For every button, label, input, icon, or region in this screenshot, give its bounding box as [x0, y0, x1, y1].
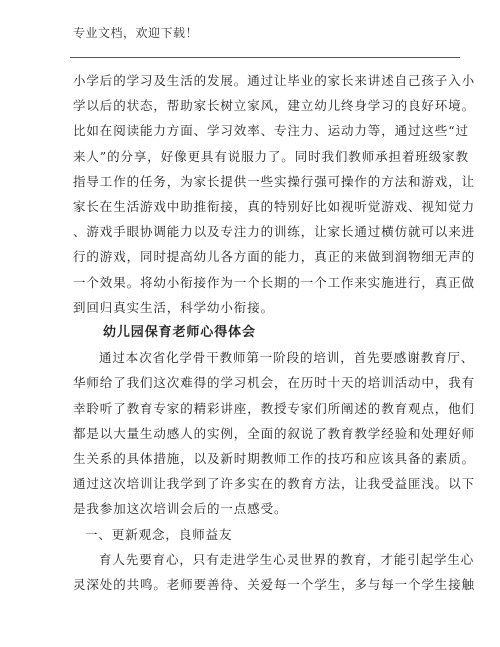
- text-line: 通过这次培训让我学到了许多实在的教育方法，让我受益匪浅。以下: [73, 476, 476, 492]
- paragraph-2: [73, 345, 476, 521]
- document-body: [73, 68, 476, 597]
- text-line: 是我参加这次培训会后的一点感受。: [73, 501, 288, 517]
- text-line: 小学后的学习及生活的发展。通过让毕业的家长来讲述自己孩子入小: [73, 73, 476, 88]
- text-line: 都是以大量生动感人的实例，全面的叙说了教育教学经验和处理好师: [73, 425, 476, 441]
- text-line: 比如在阅读能力方面、学习效率、专注力、运动力等，通过这些“过: [73, 123, 469, 139]
- subheading: [73, 522, 449, 547]
- section-title: [73, 320, 449, 345]
- text-line: 育人先要育心，只有走进学生心灵世界的教育，才能引起学生心: [99, 551, 475, 567]
- text-line: 灵深处的共鸣。老师要善待、关爱每一个学生，多与每一个学生接触: [73, 577, 476, 593]
- text-line: 学以后的状态，帮助家长树立家风，建立幼儿终身学习的良好环境。: [73, 98, 476, 114]
- paragraph-3: [73, 547, 476, 597]
- text-line: 行的游戏，同时提高幼儿各方面的能力，真正的来做到润物细无声的: [73, 249, 476, 265]
- text-line: 一个效果。将幼小衔接作为一个长期的一个工作来实施进行，真正做: [73, 274, 476, 290]
- text-line: 来人”的分享，好像更具有说服力了。同时我们教师承担着班级家教: [73, 148, 469, 164]
- text-line: 指导工作的任务，为家长提供一些实操行强可操作的方法和游戏，让: [73, 173, 476, 189]
- section-title-text: 幼儿园保育老师心得体会: [103, 325, 256, 341]
- text-line: 到回归真实生活，科学幼小衔接。: [73, 299, 275, 315]
- text-line: 通过本次省化学骨干教师第一阶段的培训，首先要感谢教育厅、: [99, 350, 475, 366]
- text-line: 、游戏手眼协调能力以及专注力的训练，让家长通过横仿就可以来进: [73, 224, 476, 240]
- text-line: 华师给了我们这次难得的学习机会，在历时十天的培训活动中，我有: [73, 375, 476, 391]
- subheading-text: 一、更新观念，良师益友: [85, 526, 233, 542]
- paragraph-1: [73, 68, 476, 320]
- header-divider: [70, 57, 460, 58]
- text-line: 家长在生活游戏中助推衔接，真的特别好比如视听觉游戏、视知觉力: [73, 199, 476, 215]
- page-header: 专业文档，欢迎下载！: [73, 26, 199, 40]
- text-line: 生关系的具体措施，以及新时期教师工作的技巧和应该具备的素质。: [73, 451, 476, 467]
- text-line: 幸聆听了教育专家的精彩讲座，教授专家们所阐述的教育观点，他们: [73, 400, 476, 416]
